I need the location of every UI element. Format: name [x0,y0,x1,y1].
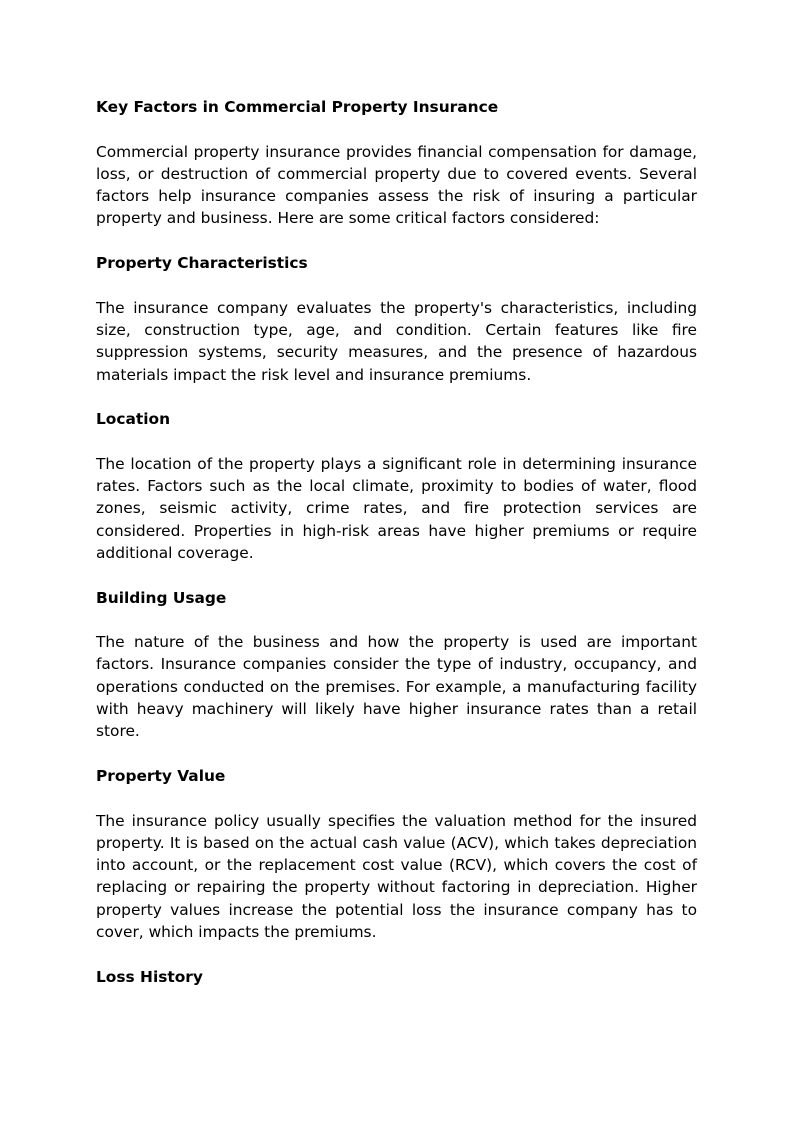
section-heading-building-usage: Building Usage [96,588,227,607]
section-body-location: The location of the property plays a significant role in determining insurance rates. Factors such as the local climate, proximity to bodies of water, flood zones, seismic activity, crime rates, and fire protection services are considered. Properties in high-risk areas have higher premiums or require additional coverage. [96,454,697,562]
document-title: Key Factors in Commercial Property Insurance [96,98,499,116]
section-body-property-characteristics: The insurance company evaluates the property's characteristics, including size, construction type, age, and condition. Certain features like fire suppression systems, security measures, and the presence of hazardous materials impact the risk level and insurance premiums. [96,298,697,384]
section-heading-property-value: Property Value [96,766,226,785]
section-heading-loss-history: Loss History [96,967,203,986]
intro-paragraph: Commercial property insurance provides financial compensation for damage, loss, or destruction of commercial property due to covered events. Several factors help insurance companies assess the risk of insuring a particular property and business. Here are some critical factors considered: [96,142,697,228]
section-heading-location: Location [96,410,171,429]
section-body-building-usage: The nature of the business and how the property is used are important factors. Insurance companies consider the type of industry, occupancy, and operations conducted on the premises. For example, a manufacturing facility with heavy machinery will likely have higher insurance rates than a retail store. [96,633,697,741]
section-body-property-value: The insurance policy usually specifies the valuation method for the insured property. It is based on the actual cash value (ACV), which takes depreciation into account, or the replacement cost value (RCV), which covers the cost of replacing or repairing the property without factoring in depreciation. Higher property values increase the potential loss the insurance company has to cover, which impacts the premiums. [96,811,697,941]
section-heading-property-characteristics: Property Characteristics [96,254,308,273]
document-page [96,96,697,988]
